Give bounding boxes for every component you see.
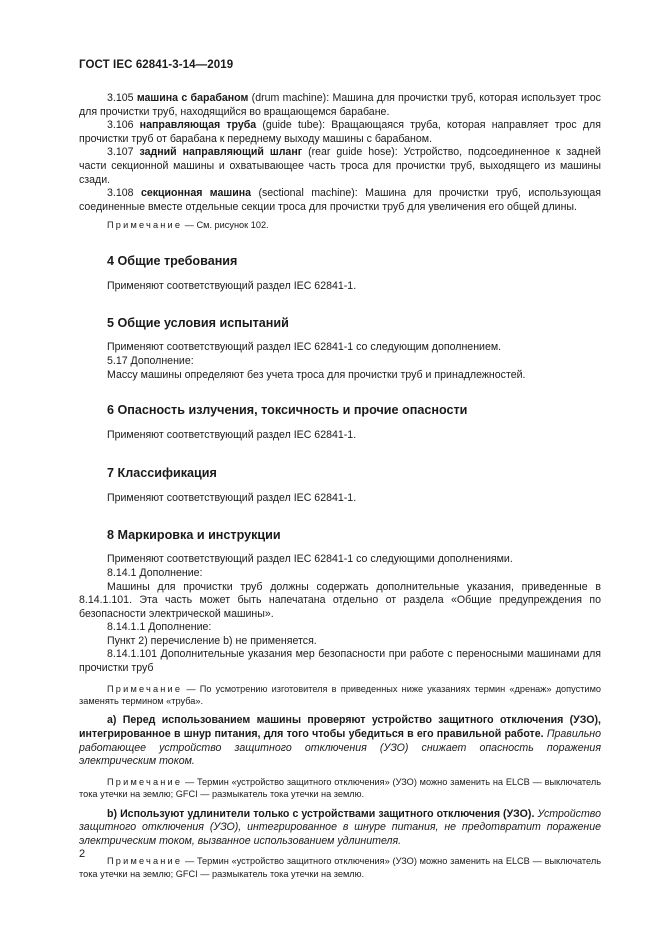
section-8-text: Применяют соответствующий раздел IEC 62841-1 со следующими дополнениями. <box>107 553 513 566</box>
section-5-text: Применяют соответствующий раздел IEC 62841-1 со следующим дополнением. <box>107 341 502 354</box>
section-8-14-1-text: Машины для прочистки труб должны содержать дополнительные указания, приведенные в 8.14.1.101. Эта часть может быть напечатана отдельно от раздела «Общие предупреждения по безопасности электрической машины». <box>79 580 601 620</box>
instruction-a: а) Перед использованием машины проверяют устройство защитного отключения (УЗО), интегрированное в шнур питания, для того чтобы убедиться в его правильной работе. Правильно работающее устройство защитного отключения (УЗО) снижает опасность поражения электрическим током. <box>79 714 601 768</box>
page-number: 2 <box>79 848 86 860</box>
document-header: ГОСТ IEC 62841-3-14—2019 <box>79 59 234 71</box>
section-4-title: 4 Общие требования <box>107 253 238 268</box>
section-7-text: Применяют соответствующий раздел IEC 62841-1. <box>107 491 357 504</box>
section-6-text: Применяют соответствующий раздел IEC 62841-1. <box>107 429 357 442</box>
definition-3-108: 3.108 секционная машина (sectional machine): Машина для прочистки труб, использующая соединенные вместе отдельные секции троса для прочистки труб для увеличения его общей длины. <box>79 187 601 213</box>
note-figure-102: Примечание — См. рисунок 102. <box>107 220 269 231</box>
section-5-17-text: Массу машины определяют без учета троса для прочистки труб и принадлежностей. <box>107 368 526 381</box>
section-6-title: 6 Опасность излучения, токсичность и прочие опасности <box>107 403 468 418</box>
section-7-title: 7 Классификация <box>107 465 217 480</box>
section-5-17: 5.17 Дополнение: <box>107 354 194 367</box>
section-5-title: 5 Общие условия испытаний <box>107 316 289 331</box>
section-4-text: Применяют соответствующий раздел IEC 62841-1. <box>107 279 357 292</box>
note-rcd-1: Примечание — Термин «устройство защитного отключения» (УЗО) можно заменить на ELCB — выключатель тока утечки на землю; GFCI — размыкатель тока утечки на землю. <box>79 776 601 800</box>
section-8-title: 8 Маркировка и инструкции <box>107 528 281 543</box>
definition-3-106: 3.106 направляющая труба (guide tube): Вращающаяся труба, которая направляет трос для прочистки труб от барабана к переднему выходу машины с барабаном. <box>79 119 601 145</box>
section-8-14-1-1: 8.14.1.1 Дополнение: <box>107 621 212 634</box>
section-8-14-1-1-text: Пункт 2) перечисление b) не применяется. <box>107 634 317 647</box>
section-8-14-1: 8.14.1 Дополнение: <box>107 566 203 579</box>
definition-3-107: 3.107 задний направляющий шланг (rear guide hose): Устройство, подсоединенное к задней части секционной машины и охватывающее часть троса для прочистки труб, выходящего из машины сзади. <box>79 146 601 186</box>
instruction-b: b) Используют удлинители только с устройствами защитного отключения (УЗО). Устройство защитного отключения (УЗО), интегрированное в шнуре питания, не предотвратит поражение электрическим током, вызванное использованием удлинителя. <box>79 807 601 847</box>
document-body <box>79 88 601 880</box>
note-rcd-2: Примечание — Термин «устройство защитного отключения» (УЗО) можно заменить на ELCB — выключатель тока утечки на землю; GFCI — размыкатель тока утечки на землю. <box>79 856 601 879</box>
note-drain-term: Примечание — По усмотрению изготовителя в приведенных ниже указаниях термин «дренаж» допустимо заменять термином «труба». <box>79 683 601 707</box>
definition-3-105: 3.105 машина с барабаном (drum machine): Машина для прочистки труб, которая использует трос для прочистки труб, находящийся во вращающемся барабане. <box>79 92 601 118</box>
section-8-14-1-101: 8.14.1.101 Дополнительные указания мер безопасности при работе с переносными машинами для прочистки труб <box>79 648 601 675</box>
